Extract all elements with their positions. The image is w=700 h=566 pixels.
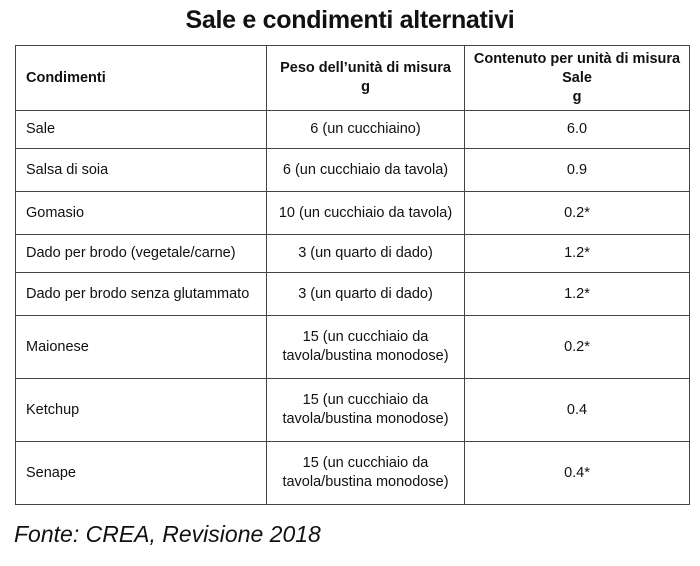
page-title: Sale e condimenti alternativi xyxy=(185,6,515,34)
cell-peso: 10 (un cucchiaio da tavola) xyxy=(267,192,465,235)
table-row xyxy=(16,442,690,505)
cell-condimento: Sale xyxy=(16,111,267,149)
table-row xyxy=(16,235,690,273)
cell-peso: 15 (un cucchiaio da tavola/bustina monodose) xyxy=(267,442,465,505)
cell-condimento: Dado per brodo senza glutammato xyxy=(16,273,267,316)
cell-sale: 0.4 xyxy=(465,379,690,442)
cell-peso: 15 (un cucchiaio da tavola/bustina monodose) xyxy=(267,316,465,379)
cell-sale: 0.2* xyxy=(465,316,690,379)
cell-sale: 0.9 xyxy=(465,149,690,192)
condiments-table xyxy=(15,45,690,505)
cell-peso: 6 (un cucchiaio da tavola) xyxy=(267,149,465,192)
table-row xyxy=(16,379,690,442)
cell-sale: 0.2* xyxy=(465,192,690,235)
table-header-row xyxy=(16,46,690,111)
table-row xyxy=(16,316,690,379)
table-row xyxy=(16,273,690,316)
cell-peso: 15 (un cucchiaio da tavola/bustina monodose) xyxy=(267,379,465,442)
cell-condimento: Ketchup xyxy=(16,379,267,442)
header-peso-label: Peso dell’unità di misura xyxy=(280,60,451,76)
header-contenuto-label: Contenuto per unità di misura xyxy=(473,50,681,67)
cell-sale: 1.2* xyxy=(465,235,690,273)
header-contenuto-unit: g xyxy=(572,88,582,105)
cell-sale: 0.4* xyxy=(465,442,690,505)
header-peso xyxy=(267,46,465,111)
cell-peso: 6 (un cucchiaino) xyxy=(267,111,465,149)
header-condimenti: Condimenti xyxy=(16,46,267,111)
header-contenuto xyxy=(465,46,690,111)
table-row xyxy=(16,111,690,149)
header-contenuto-sale: Sale xyxy=(562,69,592,86)
cell-condimento: Senape xyxy=(16,442,267,505)
table-row xyxy=(16,192,690,235)
cell-condimento: Salsa di soia xyxy=(16,149,267,192)
cell-peso: 3 (un quarto di dado) xyxy=(267,235,465,273)
cell-peso: 3 (un quarto di dado) xyxy=(267,273,465,316)
cell-sale: 6.0 xyxy=(465,111,690,149)
cell-sale: 1.2* xyxy=(465,273,690,316)
source-note: Fonte: CREA, Revisione 2018 xyxy=(14,521,321,547)
cell-condimento: Dado per brodo (vegetale/carne) xyxy=(16,235,267,273)
table-row xyxy=(16,149,690,192)
cell-condimento: Maionese xyxy=(16,316,267,379)
header-peso-unit: g xyxy=(361,79,370,95)
cell-condimento: Gomasio xyxy=(16,192,267,235)
